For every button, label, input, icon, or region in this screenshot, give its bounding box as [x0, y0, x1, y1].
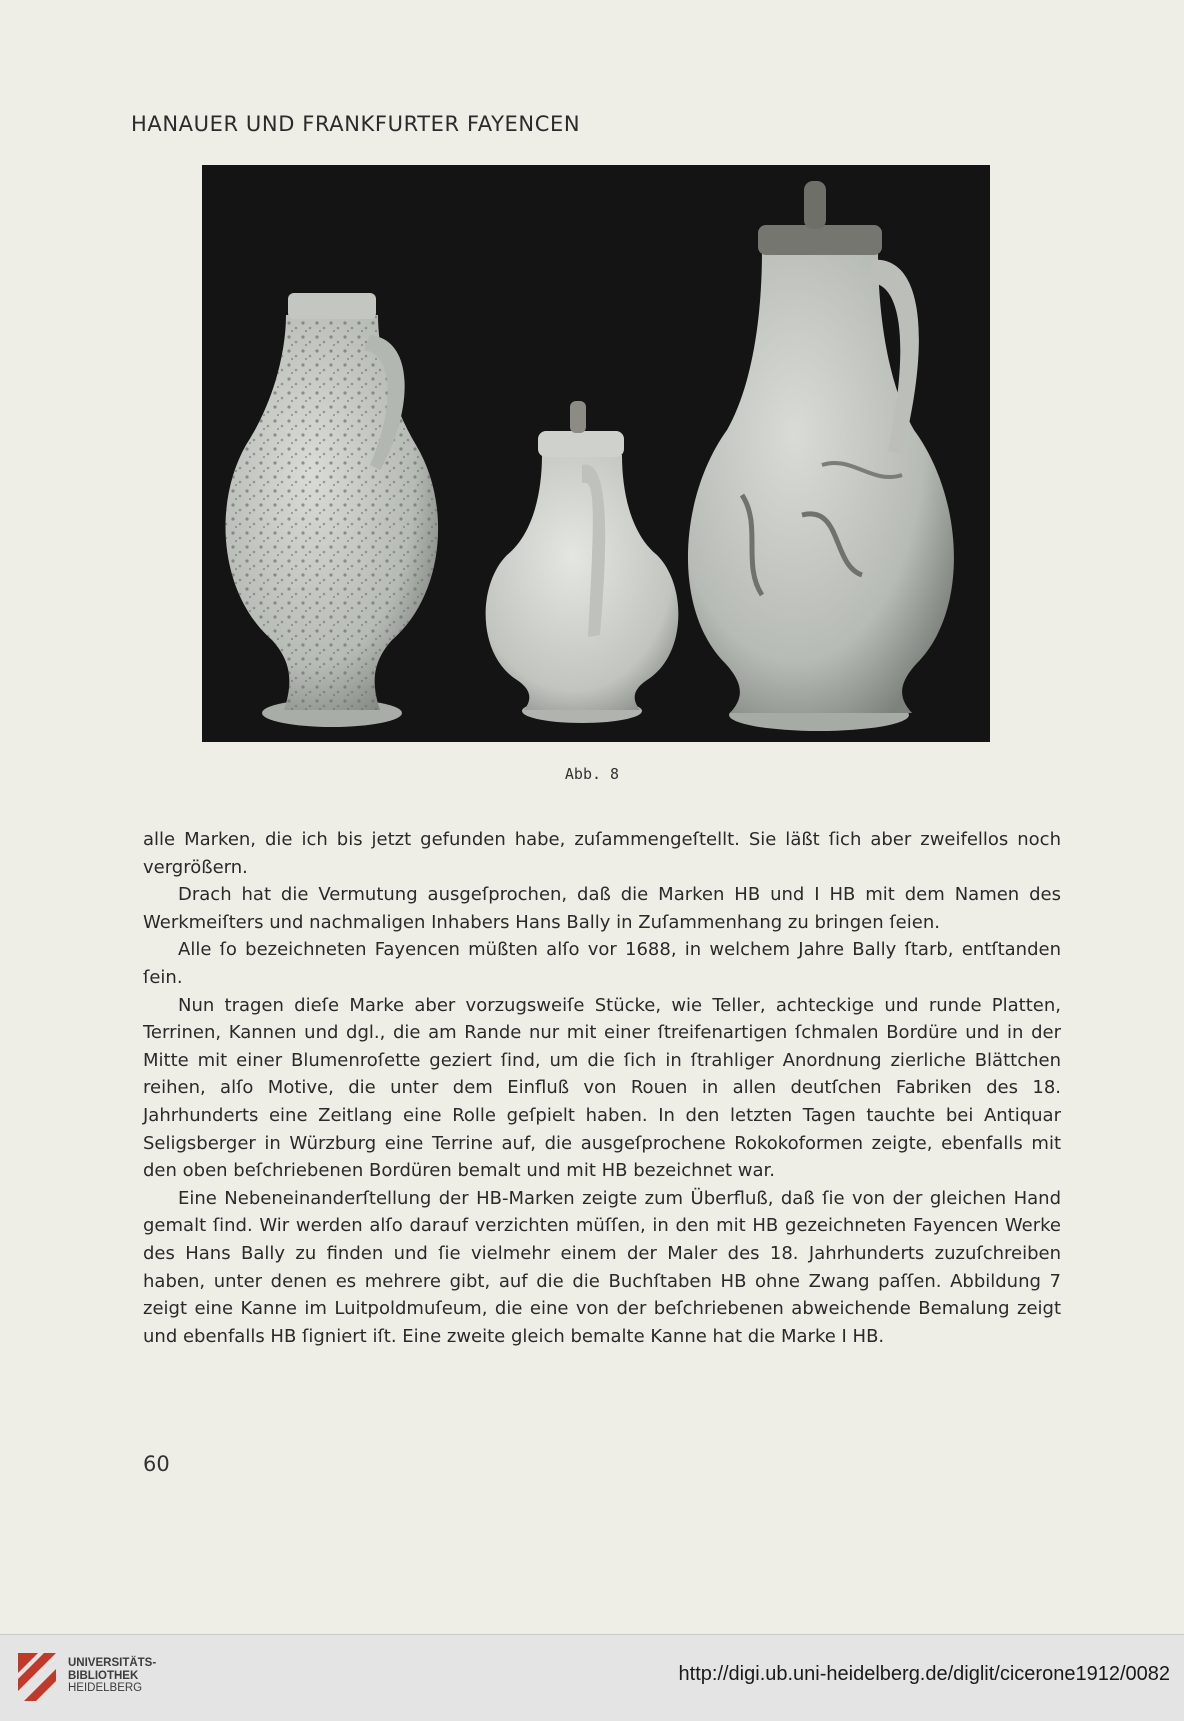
library-name: UNIVERSITÄTS- BIBLIOTHEK HEIDELBERG: [68, 1657, 157, 1694]
paragraph-1: alle Marken, die ich bis jetzt gefunden habe, zuſammengeſtellt. Sie läßt ſich aber zweifellos noch vergrößern.: [143, 829, 1061, 878]
library-logo-icon: [14, 1649, 60, 1705]
middle-jug: [486, 401, 679, 723]
paragraph-2: Drach hat die Vermutung ausgeſprochen, daß die Marken HB und I HB mit dem Namen des Werkmeiſters und nachmaligen Inhabers Hans Bally in Zuſammenhang zu bringen ſeien.: [143, 884, 1061, 933]
running-title: HANAUER UND FRANKFURTER FAYENCEN: [131, 112, 581, 136]
body-text: [143, 826, 1061, 1350]
paragraph-4: Nun tragen dieſe Marke aber vorzugsweiſe Stücke, wie Teller, achteckige und runde Platten, Terrinen, Kannen und dgl., die am Rande nur mit einer ſtreifenartigen ſchmalen Bordüre und in der Mitte mit einer Blumenroſette geziert ſind, um die ſich in ſtrahliger Anordnung zierliche Blättchen reihen, alſo Motive, die unter dem Einfluß von Rouen in allen deutſchen Fabriken des 18. Jahrhunderts eine Zeitlang eine Rolle geſpielt haben. In den letzten Tagen tauchte bei Antiquar Seligsberger in Würzburg eine Terrine auf, die ausgeſprochene Rokokoformen zeigte, ebenfalls mit den oben beſchriebenen Bordüren bemalt und mit HB bezeichnet war.: [143, 994, 1061, 1182]
permalink-url[interactable]: http://digi.ub.uni-heidelberg.de/diglit/cicerone1912/0082: [678, 1663, 1170, 1685]
viewer-footer: [0, 1634, 1184, 1721]
page-number: 60: [143, 1452, 170, 1476]
left-jug: [225, 293, 438, 727]
figure-photograph: [202, 165, 990, 742]
paragraph-3: Alle ſo bezeichneten Fayencen müßten alſo vor 1688, in welchem Jahre Bally ſtarb, entſtanden ſein.: [143, 939, 1061, 988]
figure-caption: Abb. 8: [564, 765, 620, 783]
paragraph-5: Eine Nebeneinanderſtellung der HB-Marken zeigte zum Überfluß, daß ſie von der gleichen Hand gemalt ſind. Wir werden alſo darauf verzichten müſſen, in den mit HB gezeichneten Fayencen Werke des Hans Bally zu finden und ſie vielmehr einem der Maler des 18. Jahrhunderts zuzuſchreiben haben, unter denen es mehrere gibt, auf die die Buchſtaben HB ohne Zwang paſſen. Abbildung 7 zeigt eine Kanne im Luitpoldmuſeum, die eine von der beſchriebenen abweichende Bemalung zeigt und ebenfalls HB ſigniert iſt. Eine zweite gleich bemalte Kanne hat die Marke I HB.: [143, 1187, 1061, 1347]
right-jug: [688, 181, 954, 731]
three-jugs-illustration: [202, 165, 990, 742]
